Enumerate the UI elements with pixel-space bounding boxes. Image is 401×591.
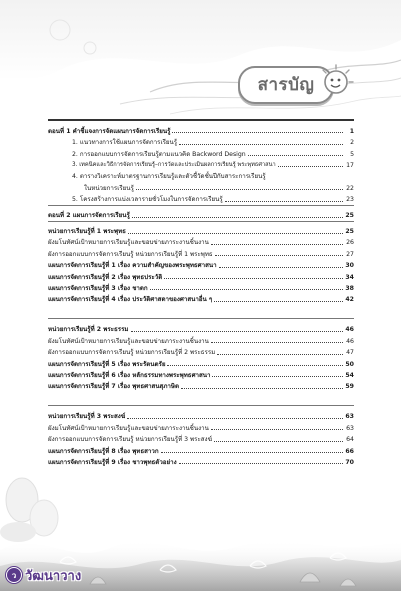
toc-entry-title: แผนการจัดการเรียนรู้ที่ 2 เรื่อง พุทธประวัติ <box>48 273 163 281</box>
toc-entry-title: ในหน่วยการเรียนรู้ <box>84 184 134 192</box>
toc-entry[interactable] <box>48 258 354 269</box>
toc-entry-title: ผังการออกแบบการจัดการเรียนรู้ หน่วยการเรียนรู้ที่ 1 พระพุทธ <box>48 250 213 258</box>
toc-entry-page: 1 <box>349 127 354 135</box>
publisher-logo <box>6 566 81 584</box>
toc-entry-title: ผังมโนทัศน์เป้าหมายการเรียนรู้และขอบข่ายภาระงานชิ้นงาน <box>48 239 209 247</box>
toc-entry-title: 5. โครงสร้างการแบ่งเวลารายชั่วโมงในการจัดการเรียนรู้ <box>72 196 223 204</box>
toc-entry-page: 47 <box>346 349 354 357</box>
toc-entry-page: 64 <box>346 436 354 444</box>
toc-entry-title: ตอนที่ 2 แผนการจัดการเรียนรู้ <box>48 212 130 220</box>
table-of-contents <box>48 119 354 466</box>
toc-entry-title: แผนการจัดการเรียนรู้ที่ 9 เรื่อง ชาวพุทธตัวอย่าง <box>48 458 177 466</box>
toc-entry[interactable] <box>48 292 354 303</box>
toc-entry-page: 17 <box>346 161 354 169</box>
toc-entry[interactable] <box>48 281 354 292</box>
title-badge-group <box>238 62 358 106</box>
toc-entry[interactable] <box>48 181 354 192</box>
toc-part-1[interactable] <box>48 124 354 135</box>
page-title: สารบัญ <box>257 75 315 95</box>
toc-entry-title: ผังการออกแบบการจัดการเรียนรู้ หน่วยการเรียนรู้ที่ 3 พระสงฆ์ <box>48 436 213 444</box>
toc-entry-title: 2. การออกแบบการจัดการเรียนรู้ตามแนวคิด Backword Design <box>72 150 246 158</box>
toc-entry-title: ผังการออกแบบการจัดการเรียนรู้ หน่วยการเรียนรู้ที่ 2 พระธรรม <box>48 349 216 357</box>
toc-entry-page: 5 <box>350 150 354 158</box>
toc-entry-page: 22 <box>346 184 354 192</box>
toc-entry[interactable] <box>48 158 354 169</box>
toc-entry-title: 3. เทคนิคและวิธีการจัดการเรียนรู้–การวัดและประเมินผลการเรียนรู้ พระพุทธศาสนา <box>72 162 276 169</box>
toc-entry-title: หน่วยการเรียนรู้ที่ 2 พระธรรม <box>48 326 129 334</box>
toc-entry[interactable] <box>48 455 354 466</box>
toc-unit-2[interactable] <box>48 322 354 333</box>
toc-entry-title: 4. ตารางวิเคราะห์มาตรฐานการเรียนรู้และตัวชี้วัดชั้นปีกับสาระการเรียนรู้ <box>72 173 266 181</box>
toc-entry[interactable] <box>48 169 354 180</box>
toc-entry[interactable] <box>48 269 354 280</box>
toc-entry-page: 54 <box>345 371 354 379</box>
toc-entry[interactable] <box>48 356 354 367</box>
toc-entry[interactable] <box>48 235 354 246</box>
toc-entry-page: 34 <box>345 273 354 281</box>
toc-entry-page: 63 <box>346 424 354 432</box>
toc-entry-page: 59 <box>345 383 354 391</box>
toc-entry[interactable] <box>48 368 354 379</box>
toc-entry[interactable] <box>48 192 354 203</box>
toc-entry-title: แผนการจัดการเรียนรู้ที่ 7 เรื่อง พุทธศาสนสุภาษิต <box>48 383 179 391</box>
toc-entry-title: หน่วยการเรียนรู้ที่ 1 พระพุทธ <box>48 228 126 236</box>
toc-entry-title: หน่วยการเรียนรู้ที่ 3 พระสงฆ์ <box>48 413 126 421</box>
toc-entry-title: แผนการจัดการเรียนรู้ที่ 8 เรื่อง พุทธสาวก <box>48 447 159 455</box>
toc-entry-page: 27 <box>346 250 354 258</box>
toc-entry[interactable] <box>48 146 354 157</box>
toc-entry[interactable] <box>48 334 354 345</box>
toc-entry-page: 66 <box>345 447 354 455</box>
toc-part-2[interactable] <box>48 208 354 219</box>
sun-mascot-icon <box>316 62 356 102</box>
toc-entry-page: 30 <box>345 262 354 270</box>
toc-entry-page: 2 <box>350 139 354 147</box>
toc-entry-title: แผนการจัดการเรียนรู้ที่ 4 เรื่อง ประวัติศาสดาของศาสนาอื่น ๆ <box>48 296 213 304</box>
toc-entry-title: แผนการจัดการเรียนรู้ที่ 6 เรื่อง หลักธรรมทางพระพุทธศาสนา <box>48 371 211 379</box>
toc-entry-page: 63 <box>345 413 354 421</box>
toc-entry-page: 42 <box>345 296 354 304</box>
toc-entry-page: 25 <box>345 228 354 236</box>
toc-entry-title: 1. แนวทางการใช้แผนการจัดการเรียนรู้ <box>72 139 178 147</box>
toc-entry[interactable] <box>48 379 354 390</box>
publisher-logo-icon: ว <box>6 567 22 583</box>
toc-entry-title: ผังมโนทัศน์เป้าหมายการเรียนรู้และขอบข่ายภาระงานชิ้นงาน <box>48 424 209 432</box>
toc-entry[interactable] <box>48 247 354 258</box>
toc-entry-title: ตอนที่ 1 คำชี้แจงการจัดแผนการจัดการเรียนรู้ <box>48 127 171 135</box>
toc-entry-page: 46 <box>346 337 354 345</box>
toc-entry-title: แผนการจัดการเรียนรู้ที่ 5 เรื่อง พระรัตนตรัย <box>48 360 166 368</box>
toc-entry-page: 70 <box>345 458 354 466</box>
toc-entry[interactable] <box>48 135 354 146</box>
toc-entry[interactable] <box>48 345 354 356</box>
toc-entry-title: ผังมโนทัศน์เป้าหมายการเรียนรู้และขอบข่ายภาระงานชิ้นงาน <box>48 337 209 345</box>
toc-entry-page: 26 <box>346 239 354 247</box>
toc-unit-3[interactable] <box>48 409 354 420</box>
publisher-logo-text: วัฒนาวาง <box>25 568 82 584</box>
toc-entry-title: แผนการจัดการเรียนรู้ที่ 3 เรื่อง ชาดก <box>48 285 148 293</box>
toc-entry-title: แผนการจัดการเรียนรู้ที่ 1 เรื่อง ความสำคัญของพระพุทธศาสนา <box>48 262 217 270</box>
toc-unit-1[interactable] <box>48 224 354 235</box>
toc-entry-page: 38 <box>345 285 354 293</box>
toc-entry-page: 46 <box>345 326 354 334</box>
toc-entry-page: 25 <box>345 212 354 220</box>
toc-entry[interactable] <box>48 421 354 432</box>
toc-entry[interactable] <box>48 443 354 454</box>
toc-entry[interactable] <box>48 432 354 443</box>
toc-entry-page: 50 <box>345 360 354 368</box>
toc-entry-page: 23 <box>346 196 354 204</box>
